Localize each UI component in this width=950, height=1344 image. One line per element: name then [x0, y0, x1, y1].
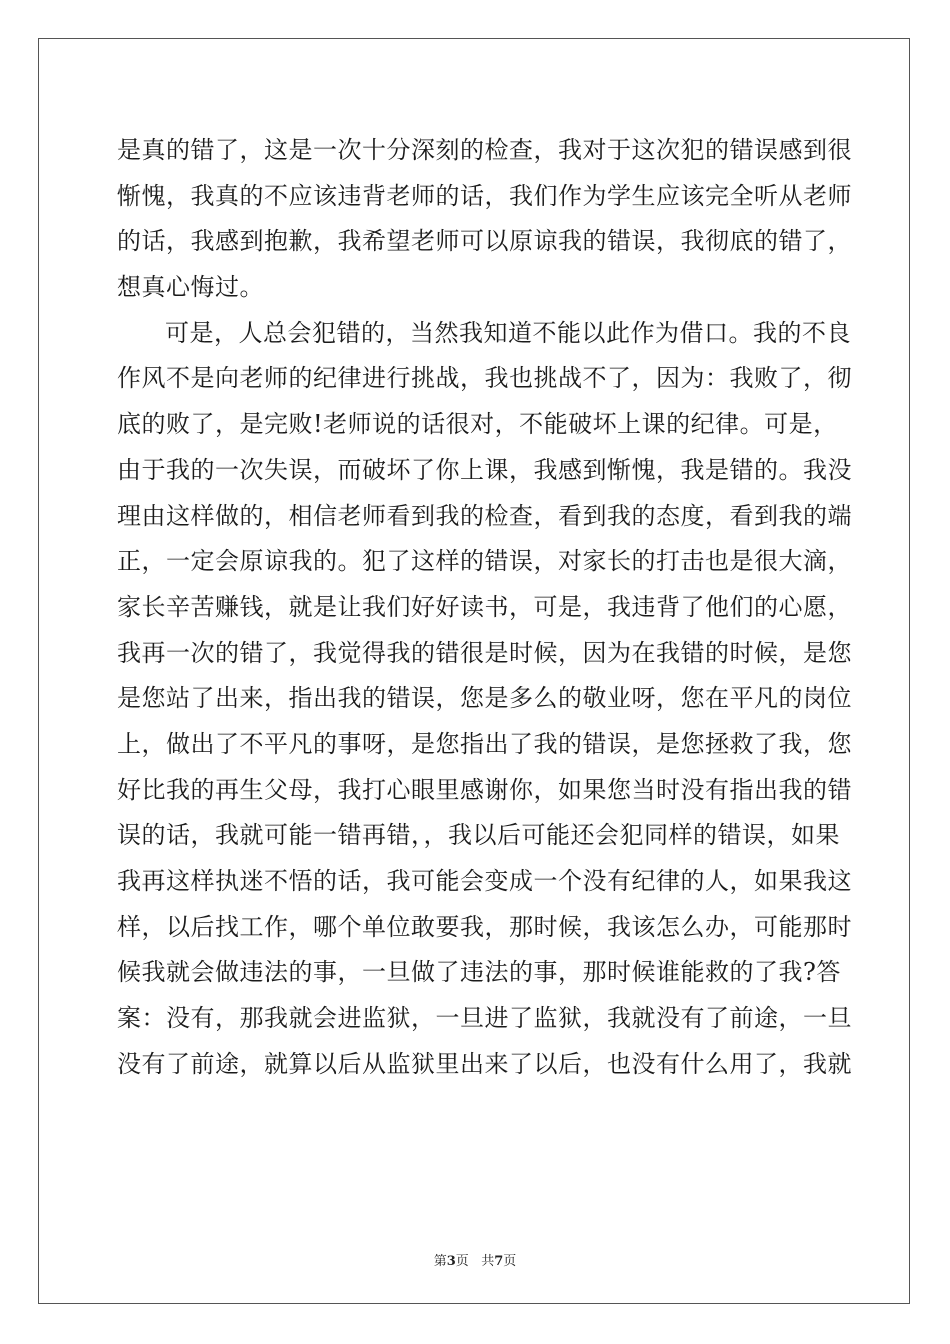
- text-line: 我再一次的错了，我觉得我的错很是时候，因为在我错的时候，是您: [117, 638, 852, 667]
- text-line: 我再这样执迷不悟的话，我可能会变成一个没有纪律的人，如果我这: [117, 867, 852, 895]
- text-line: 是真的错了，这是一次十分深刻的检查，我对于这次犯的错误感到很: [117, 136, 852, 164]
- footer-total-prefix: 共: [481, 1254, 495, 1269]
- text-line: 底的败了，是完败!老师说的话很对，不能破坏上课的纪律。可是，: [117, 410, 838, 439]
- text-line: 好比我的再生父母，我打心眼里感谢你，如果您当时没有指出我的错: [117, 775, 852, 804]
- footer-page-suffix: 页: [455, 1254, 469, 1269]
- paragraph-first-line: 可是，人总会犯错的，当然我知道不能以此作为借口。我的不良: [165, 318, 851, 347]
- text-line: 样，以后找工作，哪个单位敢要我，那时候，我该怎么办，可能那时: [117, 912, 852, 941]
- footer-prefix: 第: [433, 1254, 447, 1269]
- text-line: 理由这样做的，相信老师看到我的检查，看到我的态度，看到我的端: [117, 501, 852, 530]
- footer-total-suffix: 页: [503, 1254, 517, 1269]
- text-line: 上，做出了不平凡的事呀，是您指出了我的错误，是您拯救了我，您: [117, 729, 852, 758]
- text-line: 惭愧，我真的不应该违背老师的话，我们作为学生应该完全听从老师: [117, 181, 852, 210]
- text-line: 是您站了出来，指出我的错误，您是多么的敬业呀，您在平凡的岗位: [117, 684, 852, 713]
- text-line: 误的话，我就可能一错再错，，我以后可能还会犯同样的错误，如果: [117, 821, 840, 850]
- text-line: 正，一定会原谅我的。犯了这样的错误，对家长的打击也是很大滴，: [117, 547, 852, 576]
- text-line: 候我就会做违法的事，一旦做了违法的事，那时候谁能救的了我?答: [117, 958, 841, 987]
- text-line: 由于我的一次失误，而破坏了你上课，我感到惭愧，我是错的。我没: [117, 455, 852, 484]
- page-footer: [0, 1250, 950, 1269]
- document-body: [117, 128, 852, 1087]
- text-line: 案：没有，那我就会进监狱，一旦进了监狱，我就没有了前途，一旦: [117, 1004, 852, 1033]
- text-line: 家长辛苦赚钱，就是让我们好好读书，可是，我违背了他们的心愿，: [117, 592, 852, 621]
- text-line: 作风不是向老师的纪律进行挑战，我也挑战不了，因为：我败了，彻: [117, 364, 852, 393]
- total-pages-number: 7: [494, 1254, 504, 1269]
- text-line: 没有了前途，就算以后从监狱里出来了以后，也没有什么用了，我就: [117, 1049, 852, 1078]
- text-line: 的话，我感到抱歉，我希望老师可以原谅我的错误，我彻底的错了，: [117, 227, 852, 256]
- current-page-number: 3: [446, 1254, 456, 1269]
- text-line: 想真心悔过。: [117, 273, 264, 302]
